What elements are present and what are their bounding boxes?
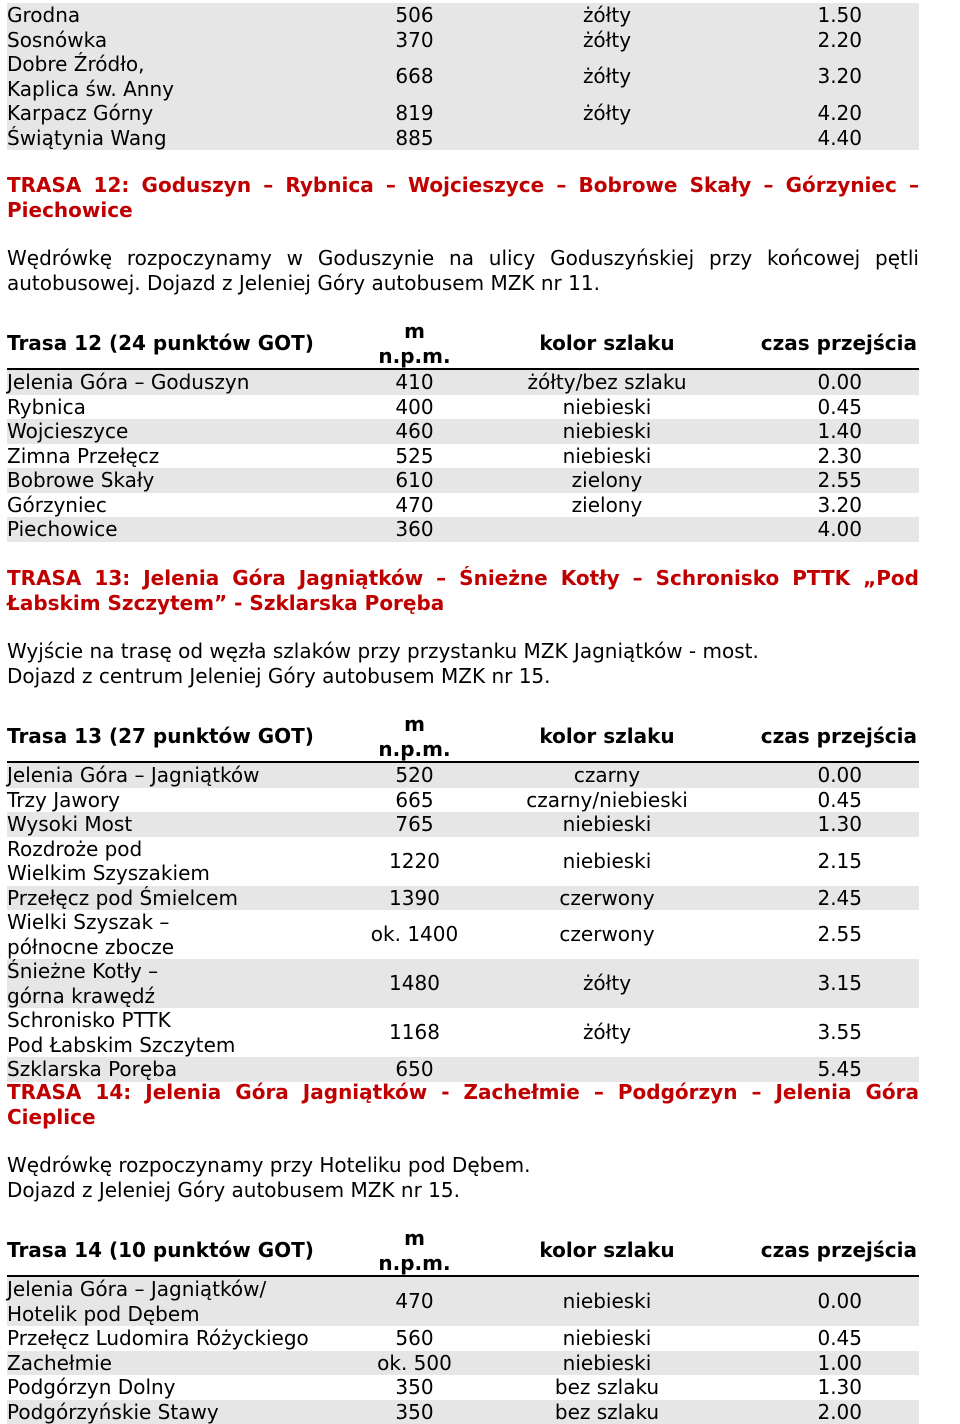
cell-time: 2.55: [752, 468, 919, 493]
table-row: [7, 910, 919, 959]
route-table-14: [7, 1226, 919, 1424]
cell-trail-color: żółty: [462, 959, 752, 1008]
table-header-row: [7, 712, 919, 762]
cell-height: 1390: [367, 886, 462, 911]
cell-place-name: Przełęcz pod Śmielcem: [7, 886, 367, 911]
cell-height: 885: [367, 126, 462, 151]
cell-trail-color: żółty: [462, 1008, 752, 1057]
table-row: [7, 395, 919, 420]
cell-height: 470: [367, 1276, 462, 1326]
place-name-line: Hotelik pod Dębem: [7, 1302, 367, 1327]
cell-trail-color: czarny/niebieski: [462, 788, 752, 813]
cell-place-name: Grodna: [7, 3, 367, 28]
table-row: [7, 762, 919, 788]
table-row: [7, 517, 919, 542]
cell-trail-color: bez szlaku: [462, 1400, 752, 1424]
header-name: Trasa 13 (27 punktów GOT): [7, 712, 367, 762]
table-row: [7, 1057, 919, 1082]
cell-time: 4.40: [752, 126, 919, 151]
cell-trail-color: [462, 1057, 752, 1082]
table-row: [7, 812, 919, 837]
cell-height: 460: [367, 419, 462, 444]
cell-trail-color: czerwony: [462, 910, 752, 959]
cell-time: 1.30: [752, 1375, 919, 1400]
place-name-line: Dobre Źródło,: [7, 52, 367, 77]
table-row: [7, 1351, 919, 1376]
top-table-block: [7, 3, 919, 150]
table-row: [7, 444, 919, 469]
cell-trail-color: niebieski: [462, 1326, 752, 1351]
cell-place-name: Wojcieszyce: [7, 419, 367, 444]
cell-height: 560: [367, 1326, 462, 1351]
cell-time: 0.45: [752, 1326, 919, 1351]
cell-time: 3.20: [752, 493, 919, 518]
table-row: [7, 468, 919, 493]
trasa13-description-line-2: Dojazd z centrum Jeleniej Góry autobusem MZK nr 15.: [7, 664, 919, 689]
trasa12-section: [7, 173, 919, 542]
place-name-line: północne zbocze: [7, 935, 367, 960]
cell-height: ok. 1400: [367, 910, 462, 959]
cell-height: 400: [367, 395, 462, 420]
place-name-line: Rozdroże pod: [7, 837, 367, 862]
table-row: [7, 1008, 919, 1057]
cell-height: 1220: [367, 837, 462, 886]
cell-time: 0.45: [752, 395, 919, 420]
cell-trail-color: zielony: [462, 468, 752, 493]
cell-place-name: Wysoki Most: [7, 812, 367, 837]
table-row: [7, 3, 919, 28]
trasa12-description: Wędrówkę rozpoczynamy w Goduszynie na ulicy Goduszyńskiej przy końcowej pętli autobusowej. Dojazd z Jeleniej Góry autobusem MZK nr 11.: [7, 246, 919, 295]
header-time: czas przejścia: [752, 712, 919, 762]
cell-height: 360: [367, 517, 462, 542]
cell-place-name: Podgórzyn Dolny: [7, 1375, 367, 1400]
cell-trail-color: żółty: [462, 3, 752, 28]
trasa14-description-line-2: Dojazd z Jeleniej Góry autobusem MZK nr 15.: [7, 1178, 919, 1203]
cell-height: 470: [367, 493, 462, 518]
cell-place-name: Sosnówka: [7, 28, 367, 53]
cell-trail-color: niebieski: [462, 837, 752, 886]
cell-trail-color: niebieski: [462, 444, 752, 469]
cell-height: 525: [367, 444, 462, 469]
cell-trail-color: żółty: [462, 28, 752, 53]
cell-place-name: Podgórzyńskie Stawy: [7, 1400, 367, 1424]
cell-height: 1168: [367, 1008, 462, 1057]
cell-height: 819: [367, 101, 462, 126]
cell-trail-color: [462, 126, 752, 151]
table-row: [7, 788, 919, 813]
cell-place-name: Jelenia Góra – Goduszyn: [7, 369, 367, 395]
cell-time: 3.20: [752, 52, 919, 101]
route-table-top: [7, 3, 919, 150]
cell-time: 3.55: [752, 1008, 919, 1057]
cell-time: 4.00: [752, 517, 919, 542]
cell-height: 665: [367, 788, 462, 813]
cell-time: 1.50: [752, 3, 919, 28]
trasa12-title: TRASA 12: Goduszyn – Rybnica – Wojcieszyce – Bobrowe Skały – Górzyniec – Piechowice: [7, 173, 919, 222]
cell-place-name: Rybnica: [7, 395, 367, 420]
cell-height: 370: [367, 28, 462, 53]
cell-place-name: Przełęcz Ludomira Różyckiego: [7, 1326, 367, 1351]
place-name-line: Schronisko PTTK: [7, 1008, 367, 1033]
cell-height: 650: [367, 1057, 462, 1082]
trasa13-description-line-1: Wyjście na trasę od węzła szlaków przy przystanku MZK Jagniątków - most.: [7, 639, 919, 664]
cell-trail-color: czarny: [462, 762, 752, 788]
cell-place-name: Piechowice: [7, 517, 367, 542]
cell-trail-color: niebieski: [462, 419, 752, 444]
cell-place-name: Bobrowe Skały: [7, 468, 367, 493]
cell-height: 410: [367, 369, 462, 395]
cell-height: ok. 500: [367, 1351, 462, 1376]
cell-time: 0.00: [752, 369, 919, 395]
table-row: [7, 1326, 919, 1351]
cell-time: 0.00: [752, 1276, 919, 1326]
table-row: [7, 1276, 919, 1326]
cell-trail-color: niebieski: [462, 395, 752, 420]
place-name-line: Kaplica św. Anny: [7, 77, 367, 102]
header-color: kolor szlaku: [462, 1226, 752, 1276]
cell-place-name: [7, 52, 367, 101]
table-row: [7, 126, 919, 151]
table-header-row: [7, 319, 919, 369]
header-color: kolor szlaku: [462, 319, 752, 369]
header-name: Trasa 14 (10 punktów GOT): [7, 1226, 367, 1276]
cell-trail-color: zielony: [462, 493, 752, 518]
cell-height: 350: [367, 1400, 462, 1424]
cell-time: 2.00: [752, 1400, 919, 1424]
cell-place-name: Karpacz Górny: [7, 101, 367, 126]
table-header-row: [7, 1226, 919, 1276]
table-row: [7, 1400, 919, 1424]
header-time: czas przejścia: [752, 319, 919, 369]
cell-place-name: [7, 1008, 367, 1057]
place-name-line: Wielkim Szyszakiem: [7, 861, 367, 886]
route-table-13: [7, 712, 919, 1082]
trasa14-description-line-1: Wędrówkę rozpoczynamy przy Hoteliku pod Dębem.: [7, 1153, 919, 1178]
place-name-line: Śnieżne Kotły –: [7, 959, 367, 984]
cell-trail-color: żółty: [462, 101, 752, 126]
table-row: [7, 101, 919, 126]
header-height: m n.p.m.: [367, 319, 462, 369]
trasa14-title: TRASA 14: Jelenia Góra Jagniątków - Zachełmie – Podgórzyn – Jelenia Góra Cieplice: [7, 1080, 919, 1129]
cell-height: 350: [367, 1375, 462, 1400]
header-height: m n.p.m.: [367, 1226, 462, 1276]
cell-time: 0.00: [752, 762, 919, 788]
cell-place-name: Jelenia Góra – Jagniątków: [7, 762, 367, 788]
cell-height: 668: [367, 52, 462, 101]
trasa14-section: [7, 1080, 919, 1424]
place-name-line: Wielki Szyszak –: [7, 910, 367, 935]
cell-height: 520: [367, 762, 462, 788]
cell-place-name: Świątynia Wang: [7, 126, 367, 151]
cell-time: 5.45: [752, 1057, 919, 1082]
cell-place-name: Szklarska Poręba: [7, 1057, 367, 1082]
cell-trail-color: niebieski: [462, 1276, 752, 1326]
cell-time: 0.45: [752, 788, 919, 813]
table-row: [7, 886, 919, 911]
cell-time: 2.20: [752, 28, 919, 53]
table-row: [7, 959, 919, 1008]
table-row: [7, 837, 919, 886]
table-row: [7, 1375, 919, 1400]
route-table-12: [7, 319, 919, 542]
header-time: czas przejścia: [752, 1226, 919, 1276]
table-row: [7, 369, 919, 395]
trasa13-title: TRASA 13: Jelenia Góra Jagniątków – Śnieżne Kotły – Schronisko PTTK „Pod Łabskim Szczytem” - Szklarska Poręba: [7, 566, 919, 615]
place-name-line: Pod Łabskim Szczytem: [7, 1033, 367, 1058]
table-row: [7, 493, 919, 518]
cell-time: 4.20: [752, 101, 919, 126]
cell-place-name: [7, 910, 367, 959]
cell-time: 2.55: [752, 910, 919, 959]
cell-height: 1480: [367, 959, 462, 1008]
header-height: m n.p.m.: [367, 712, 462, 762]
cell-time: 3.15: [752, 959, 919, 1008]
header-color: kolor szlaku: [462, 712, 752, 762]
cell-trail-color: czerwony: [462, 886, 752, 911]
cell-place-name: [7, 1276, 367, 1326]
table-row: [7, 52, 919, 101]
cell-place-name: [7, 837, 367, 886]
cell-time: 1.40: [752, 419, 919, 444]
cell-time: 1.30: [752, 812, 919, 837]
cell-height: 610: [367, 468, 462, 493]
cell-trail-color: [462, 517, 752, 542]
cell-trail-color: żółty/bez szlaku: [462, 369, 752, 395]
cell-time: 2.30: [752, 444, 919, 469]
table-row: [7, 28, 919, 53]
cell-place-name: Górzyniec: [7, 493, 367, 518]
cell-place-name: Zachełmie: [7, 1351, 367, 1376]
cell-place-name: [7, 959, 367, 1008]
header-name: Trasa 12 (24 punktów GOT): [7, 319, 367, 369]
cell-trail-color: żółty: [462, 52, 752, 101]
cell-height: 506: [367, 3, 462, 28]
cell-trail-color: bez szlaku: [462, 1375, 752, 1400]
cell-trail-color: niebieski: [462, 812, 752, 837]
cell-time: 2.15: [752, 837, 919, 886]
cell-height: 765: [367, 812, 462, 837]
table-row: [7, 419, 919, 444]
place-name-line: górna krawędź: [7, 984, 367, 1009]
cell-trail-color: niebieski: [462, 1351, 752, 1376]
cell-time: 1.00: [752, 1351, 919, 1376]
cell-place-name: Zimna Przełęcz: [7, 444, 367, 469]
cell-place-name: Trzy Jawory: [7, 788, 367, 813]
cell-time: 2.45: [752, 886, 919, 911]
trasa13-section: [7, 566, 919, 1082]
place-name-line: Jelenia Góra – Jagniątków/: [7, 1277, 367, 1302]
